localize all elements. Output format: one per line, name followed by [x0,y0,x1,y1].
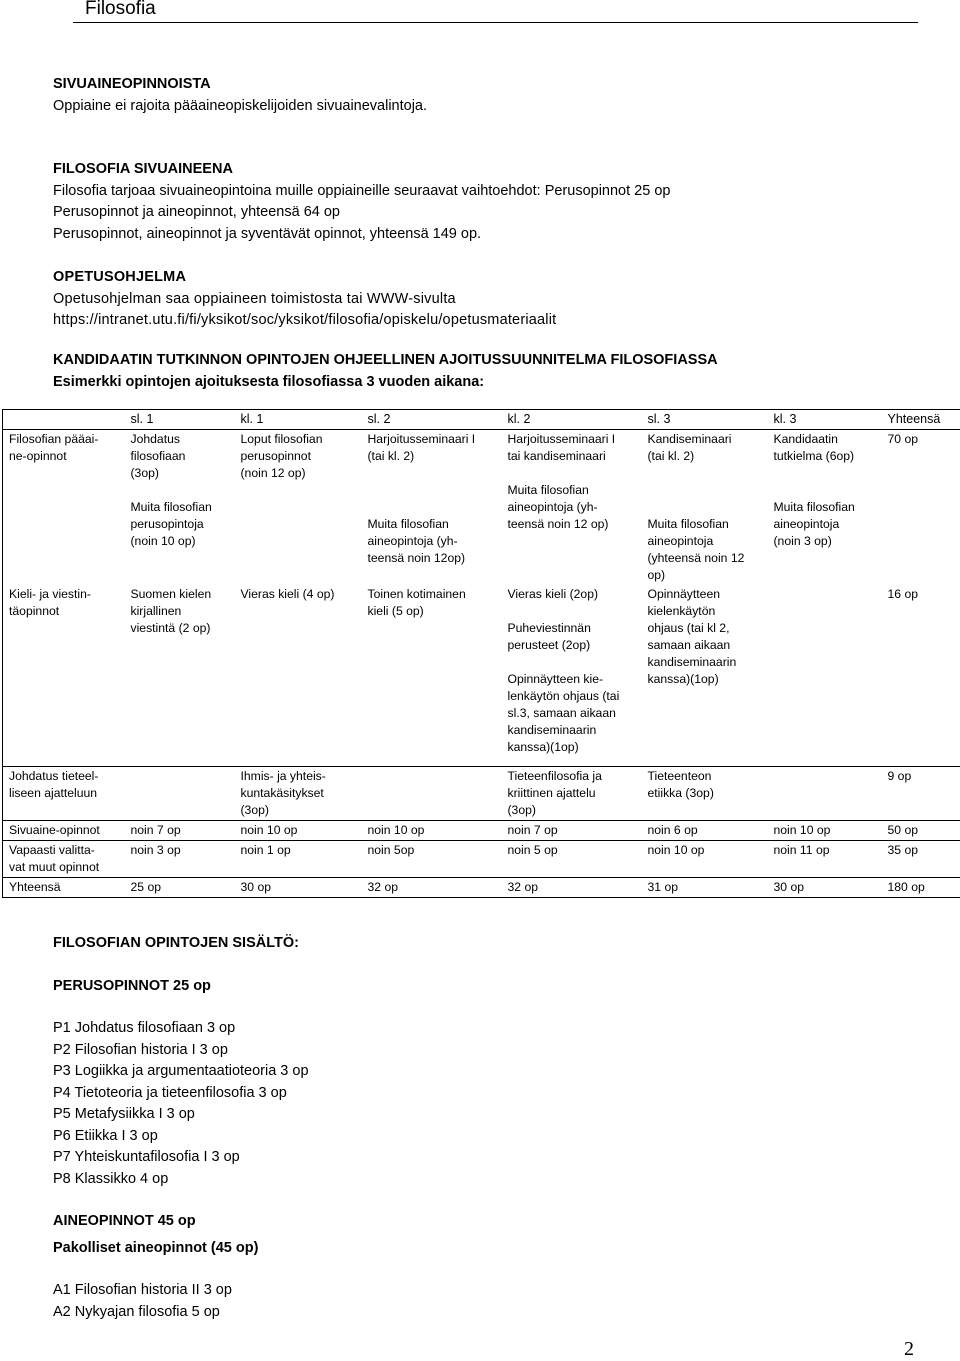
table-cell: noin 5 op [502,840,642,877]
table-cell: Harjoitusseminaari I (tai kl. 2) Muita filosofian aineopintoja (yh- teensä noin 12op) [362,430,502,586]
as-minor-line: Perusopinnot ja aineopinnot, yhteensä 64 op [53,202,670,224]
table-cell: Sivuaine-opinnot [3,820,125,840]
table-row [3,877,960,897]
contents-section [53,933,309,1323]
table-header-cell: sl. 3 [642,410,768,430]
minor-heading: SIVUAINEOPINNOISTA [53,74,427,96]
table-cell: Johdatus tieteel- liseen ajatteluun [3,766,125,820]
study-plan-table [2,409,960,898]
table-cell: Kandidaatin tutkielma (6op) Muita filosofian aineopintoja (noin 3 op) [768,430,882,586]
table-cell: noin 3 op [125,840,235,877]
basic-studies-heading: PERUSOPINNOT 25 op [53,976,309,998]
table-cell: 30 op [768,877,882,897]
contents-heading: FILOSOFIAN OPINTOJEN SISÄLTÖ: [53,933,309,955]
table-header-cell: kl. 3 [768,410,882,430]
table-cell: Kandiseminaari (tai kl. 2) Muita filosofian aineopintoja (yhteensä noin 12 op) [642,430,768,586]
list-item: A2 Nykyajan filosofia 5 op [53,1302,309,1324]
table-cell: 70 op [882,430,960,586]
table-cell: Opinnäytteen kielenkäytön ohjaus (tai kl 2, samaan aikaan kandiseminaarin kanssa)(1op) [642,585,768,766]
table-cell: 25 op [125,877,235,897]
plan-subheading: Esimerkki opintojen ajoituksesta filosofiassa 3 vuoden aikana: [53,372,718,394]
table-cell: noin 6 op [642,820,768,840]
table-row [3,820,960,840]
table-cell: noin 11 op [768,840,882,877]
subject-studies-heading: AINEOPINNOT 45 op [53,1211,309,1233]
table-cell: noin 10 op [768,820,882,840]
list-item: P6 Etiikka I 3 op [53,1126,309,1148]
table-row [3,430,960,586]
table-cell [768,585,882,766]
as-minor-line: Perusopinnot, aineopinnot ja syventävät opinnot, yhteensä 149 op. [53,224,670,246]
curriculum-text: Opetusohjelman saa oppiaineen toimistosta tai WWW-sivulta [53,289,556,311]
table-cell: 35 op [882,840,960,877]
table-row [3,585,960,766]
plan-section [53,350,718,393]
table-row [3,840,960,877]
table-cell: 30 op [235,877,362,897]
page-number: 2 [904,1338,914,1361]
table-cell: noin 10 op [362,820,502,840]
table-header-row [3,410,960,430]
table-cell: 16 op [882,585,960,766]
table-cell: Vapaasti valitta- vat muut opinnot [3,840,125,877]
table-cell: noin 7 op [125,820,235,840]
table-cell: Yhteensä [3,877,125,897]
table-cell: 31 op [642,877,768,897]
table-cell: noin 10 op [642,840,768,877]
as-minor-heading: FILOSOFIA SIVUAINEENA [53,159,670,181]
page-header [73,0,918,23]
table-cell: noin 5op [362,840,502,877]
table-cell: Ihmis- ja yhteis- kuntakäsitykset (3op) [235,766,362,820]
list-item: A1 Filosofian historia II 3 op [53,1280,309,1302]
list-item: P4 Tietoteoria ja tieteenfilosofia 3 op [53,1083,309,1105]
table-header-cell: sl. 2 [362,410,502,430]
list-item: P7 Yhteiskuntafilosofia I 3 op [53,1147,309,1169]
table-cell [362,766,502,820]
list-item: P3 Logiikka ja argumentaatioteoria 3 op [53,1061,309,1083]
minor-section [53,74,427,117]
table-row [3,766,960,820]
minor-text: Oppiaine ei rajoita pääaineopiskelijoiden sivuainevalintoja. [53,96,427,118]
table-header-cell: kl. 1 [235,410,362,430]
table-cell: Toinen kotimainen kieli (5 op) [362,585,502,766]
table-cell: Johdatus filosofiaan (3op) Muita filosofian perusopintoja (noin 10 op) [125,430,235,586]
required-studies-heading: Pakolliset aineopinnot (45 op) [53,1238,309,1260]
table-cell: Tieteenfilosofia ja kriittinen ajattelu (3op) [502,766,642,820]
list-item: P2 Filosofian historia I 3 op [53,1040,309,1062]
as-minor-line: Filosofia tarjoaa sivuaineopintoina muille oppiaineille seuraavat vaihtoehdot: Perusopinnot 25 op [53,181,670,203]
table-cell: Tieteenteon etiikka (3op) [642,766,768,820]
table-cell: Harjoitusseminaari I tai kandiseminaari Muita filosofian aineopintoja (yh- teensä noin 12 op) [502,430,642,586]
table-cell: noin 7 op [502,820,642,840]
table-cell: Vieras kieli (2op) Puheviestinnän perusteet (2op) Opinnäytteen kie- lenkäytön ohjaus (tai sl.3, samaan aikaan kandiseminaarin kanssa)(1op) [502,585,642,766]
list-item: P1 Johdatus filosofiaan 3 op [53,1018,309,1040]
table-cell: Kieli- ja viestin- täopinnot [3,585,125,766]
list-item: P8 Klassikko 4 op [53,1169,309,1191]
curriculum-section [53,267,556,332]
table-cell: Filosofian pääai- ne-opinnot [3,430,125,586]
curriculum-heading: OPETUSOHJELMA [53,267,556,289]
table-cell [768,766,882,820]
header-title: Filosofia [85,0,156,19]
curriculum-url: https://intranet.utu.fi/fi/yksikot/soc/yksikot/filosofia/opiskelu/opetusmateriaalit [53,310,556,332]
table-cell: 32 op [362,877,502,897]
as-minor-section [53,159,670,245]
table-header-cell [3,410,125,430]
table-cell: 9 op [882,766,960,820]
table-header-cell: Yhteensä [882,410,960,430]
plan-heading: KANDIDAATIN TUTKINNON OPINTOJEN OHJEELLINEN AJOITUSSUUNNITELMA FILOSOFIASSA [53,350,718,372]
table-cell: Loput filosofian perusopinnot (noin 12 op) [235,430,362,586]
table-header-cell: kl. 2 [502,410,642,430]
table-cell: 180 op [882,877,960,897]
table-cell [125,766,235,820]
table-cell: 32 op [502,877,642,897]
table-header-cell: sl. 1 [125,410,235,430]
table-cell: noin 10 op [235,820,362,840]
table-cell: Suomen kielen kirjallinen viestintä (2 op) [125,585,235,766]
list-item: P5 Metafysiikka I 3 op [53,1104,309,1126]
table-cell: 50 op [882,820,960,840]
table-cell: Vieras kieli (4 op) [235,585,362,766]
table-cell: noin 1 op [235,840,362,877]
